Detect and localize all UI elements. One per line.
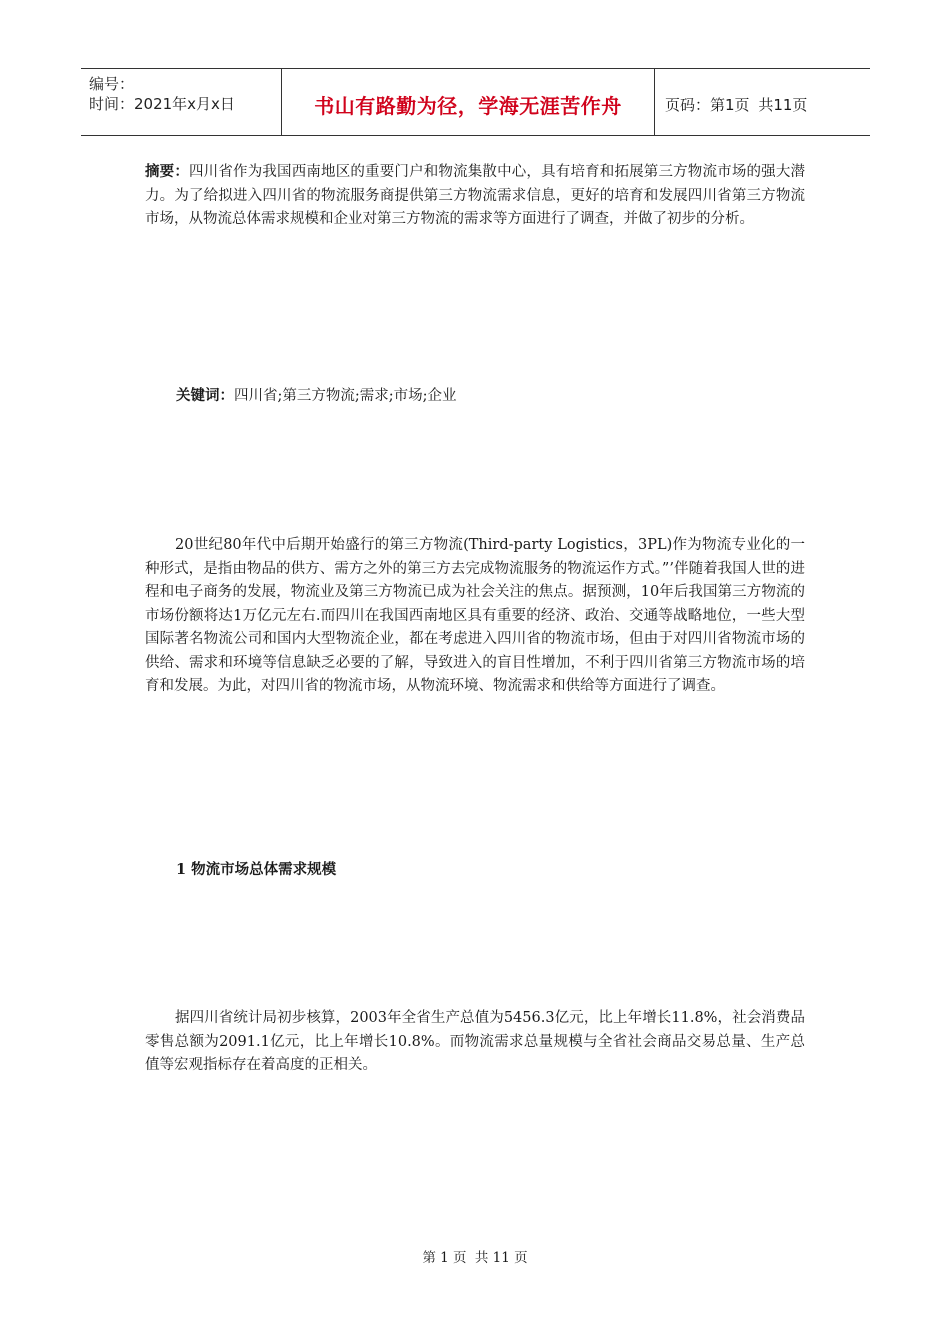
section-1-paragraph: 据四川省统计局初步核算，2003年全省生产总值为5456.3亿元，比上年增长11.8%，社会消费品零售总额为2091.1亿元，比上年增长10.8%。而物流需求总量规模与全省社会商品交易总量、生产总值等宏观指标存在着高度的正相关。 (145, 1010, 805, 1073)
intro-paragraph: 20世纪80年代中后期开始盛行的第三方物流(Third-party Logistics，3PL)作为物流专业化的一种形式，是指由物品的供方、需方之外的第三方去完成物流服务的物流运作方式。”’伴随着我国人世的进程和电子商务的发展，物流业及第三方物流已成为社会关注的焦点。据预测，10年后我国第三方物流的市场份额将达1万亿元左右.而四川在我国西南地区具有重要的经济、政治、交通等战略地位，一些大型国际著名物流公司和国内大型物流企业，都在考虑进入四川省的物流市场，但由于对四川省物流市场的供给、需求和环境等信息缺乏必要的了解，导致进入的盲目性增加，不利于四川省第三方物流市场的培育和发展。为此，对四川省的物流市场，从物流环境、物流需求和供给等方面进行了调查。 (145, 537, 805, 694)
keywords-label: 关键词： (176, 387, 234, 404)
keywords-text: 四川省;第三方物流;需求;市场;企业 (234, 388, 457, 404)
header-motto-cell (282, 69, 655, 135)
header-page-total: 共11页 (758, 95, 808, 114)
header-page-cell (655, 69, 870, 135)
keywords-paragraph (176, 384, 776, 409)
page-header (81, 68, 870, 136)
page-footer (0, 1246, 950, 1266)
abstract-label: 摘要： (145, 163, 190, 180)
section-1-heading: 1 物流市场总体需求规模 (176, 861, 337, 878)
header-meta-cell (81, 69, 282, 135)
header-motto: 书山有路勤为径，学海无涯苦作舟 (314, 93, 622, 118)
document-number-label: 编号： (89, 75, 135, 93)
document-date-label: 时间：2021年x月x日 (89, 95, 235, 113)
footer-page-total: 共 11 页 (474, 1250, 528, 1266)
header-page-number: 页码：第1页 (665, 95, 750, 114)
abstract-paragraph (145, 160, 805, 232)
footer-page-number: 第 1 页 (422, 1250, 467, 1266)
abstract-text: 四川省作为我国西南地区的重要门户和物流集散中心，具有培育和拓展第三方物流市场的强大潜力。为了给拟进入四川省的物流服务商提供第三方物流需求信息，更好的培育和发展四川省第三方物流市场，从物流总体需求规模和企业对第三方物流的需求等方面进行了调查，并做了初步的分析。 (145, 164, 806, 227)
